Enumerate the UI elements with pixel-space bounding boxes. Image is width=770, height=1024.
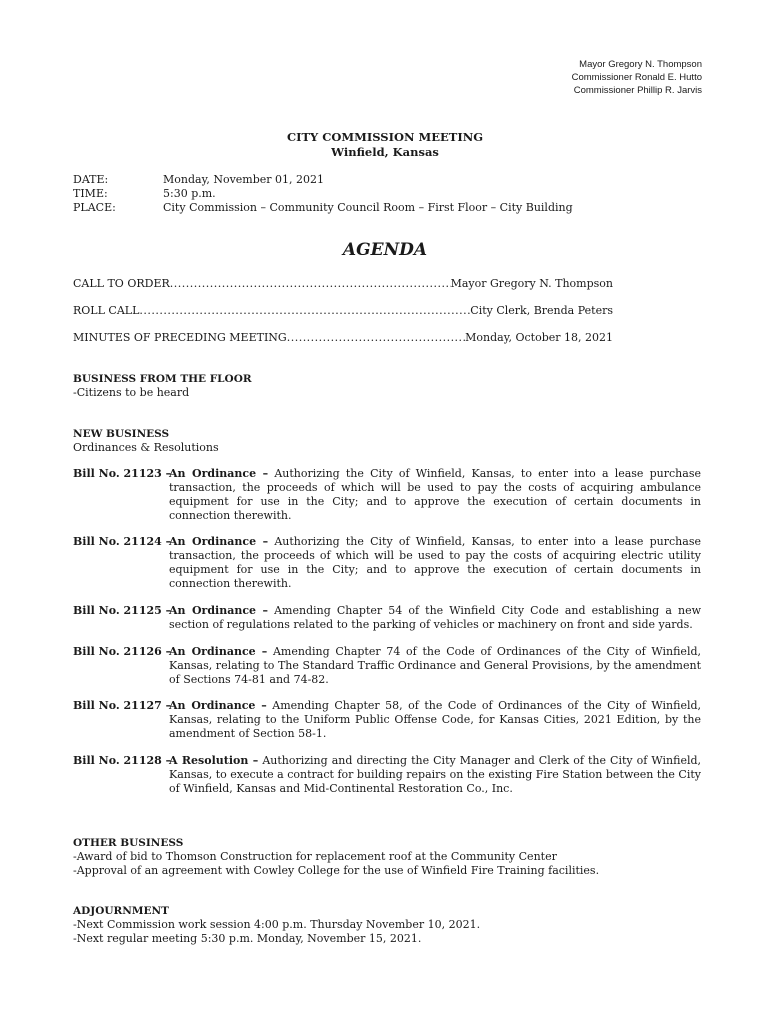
section-line: -Citizens to be heard bbox=[73, 386, 190, 399]
place-value: City Commission – Community Council Room – First Floor – City Building bbox=[163, 201, 573, 214]
bill-text: Amending Chapter 54 of the Winfield City Code and establishing a new section of regulations related to the parking of vehicles or machinery on front and side yards. bbox=[169, 604, 702, 631]
bill-number: Bill No. 21127 – bbox=[73, 699, 172, 712]
time-value: 5:30 p.m. bbox=[163, 187, 216, 200]
bill-text: Authorizing and directing the City Manager and Clerk of the City of Winfield, Kansas, to execute a contract for building repairs on the existing Fire Station between the City of Winfield, Kansas and Mid-Continental Restoration Co., Inc. bbox=[169, 754, 702, 795]
agenda-heading: AGENDA bbox=[342, 240, 428, 260]
bill-item bbox=[73, 645, 701, 687]
bill-text: Amending Chapter 74 of the Code of Ordinances of the City of Winfield, Kansas, relating to The Standard Traffic Ordinance and General Provisions, by the amendment of Sections 74-81 and 74-82. bbox=[169, 645, 702, 686]
place-row bbox=[73, 201, 573, 215]
meeting-location: Winfield, Kansas bbox=[331, 145, 439, 159]
official-commissioner-1: Commissioner Ronald E. Hutto bbox=[571, 72, 702, 83]
bill-text: Authorizing the City of Winfield, Kansas, to enter into a lease purchase transaction, the proceeds of which will be used to pay the costs of acquiring ambulance equipment for use in the City; and to approve the execution of certain documents in connection therewith. bbox=[169, 467, 701, 522]
section-subheading: Ordinances & Resolutions bbox=[73, 441, 219, 454]
bill-item bbox=[73, 604, 701, 632]
minutes-line bbox=[73, 331, 613, 344]
time-label: TIME: bbox=[73, 187, 108, 200]
section-heading: BUSINESS FROM THE FLOOR bbox=[73, 373, 252, 385]
call-to-order-line bbox=[73, 277, 613, 290]
bill-number: Bill No. 21126 – bbox=[73, 645, 172, 658]
leader-value: City Clerk, Brenda Peters bbox=[470, 304, 613, 317]
official-commissioner-2: Commissioner Phillip R. Jarvis bbox=[573, 85, 702, 96]
adjournment bbox=[73, 904, 480, 946]
bill-item bbox=[73, 754, 701, 796]
dot-leader bbox=[287, 331, 465, 344]
date-label: DATE: bbox=[73, 173, 109, 186]
bill-item bbox=[73, 467, 701, 523]
bill-number: Bill No. 21124 – bbox=[73, 535, 172, 548]
bill-text: Authorizing the City of Winfield, Kansas, to enter into a lease purchase transaction, the proceeds of which will be used to pay the costs of acquiring electric utility equipment for use in the City; and to approve the execution of certain documents in connection therewith. bbox=[169, 535, 701, 590]
place-label: PLACE: bbox=[73, 201, 116, 214]
leader-value: Monday, October 18, 2021 bbox=[465, 331, 613, 344]
meeting-name: CITY COMMISSION MEETING bbox=[286, 130, 484, 144]
official-mayor: Mayor Gregory N. Thompson bbox=[579, 59, 702, 70]
bill-type: An Ordinance – bbox=[169, 604, 268, 617]
other-business bbox=[73, 836, 599, 878]
section-heading: ADJOURNMENT bbox=[73, 905, 169, 917]
date-row bbox=[73, 173, 573, 187]
section-line: -Award of bid to Thomson Construction for replacement roof at the Community Center bbox=[73, 850, 557, 863]
bill-type: An Ordinance – bbox=[169, 535, 269, 548]
bill-number: Bill No. 21125 – bbox=[73, 604, 172, 617]
section-heading: OTHER BUSINESS bbox=[73, 837, 184, 849]
bill-item bbox=[73, 535, 701, 591]
bill-text: Amending Chapter 58, of the Code of Ordinances of the City of Winfield, Kansas, relating to the Uniform Public Offense Code, for Kansas Cities, 2021 Edition, by the amendment of Section 58-1. bbox=[169, 699, 702, 740]
officials-list bbox=[572, 58, 702, 97]
business-from-floor bbox=[73, 372, 252, 400]
bill-number: Bill No. 21128 – bbox=[73, 754, 172, 767]
section-line: -Approval of an agreement with Cowley College for the use of Winfield Fire Training facilities. bbox=[73, 864, 600, 877]
bill-type: An Ordinance – bbox=[169, 645, 268, 658]
bill-item bbox=[73, 699, 701, 741]
new-business bbox=[73, 427, 219, 455]
leader-label: MINUTES OF PRECEDING MEETING bbox=[73, 331, 287, 344]
meeting-title bbox=[0, 130, 770, 160]
date-value: Monday, November 01, 2021 bbox=[163, 173, 325, 186]
bill-type: An Ordinance – bbox=[169, 699, 267, 712]
bill-type: An Ordinance – bbox=[169, 467, 269, 480]
leader-label: ROLL CALL bbox=[73, 304, 140, 317]
section-heading: NEW BUSINESS bbox=[73, 428, 170, 440]
dot-leader bbox=[170, 277, 451, 290]
dot-leader bbox=[139, 304, 470, 317]
leader-value: Mayor Gregory N. Thompson bbox=[450, 277, 613, 290]
bill-type: A Resolution – bbox=[169, 754, 259, 767]
time-row bbox=[73, 187, 573, 201]
bill-number: Bill No. 21123 – bbox=[73, 467, 172, 480]
roll-call-line bbox=[73, 304, 613, 317]
section-line: -Next regular meeting 5:30 p.m. Monday, November 15, 2021. bbox=[73, 932, 422, 945]
leader-label: CALL TO ORDER bbox=[73, 277, 170, 290]
meeting-info bbox=[73, 173, 573, 215]
section-line: -Next Commission work session 4:00 p.m. Thursday November 10, 2021. bbox=[73, 918, 481, 931]
